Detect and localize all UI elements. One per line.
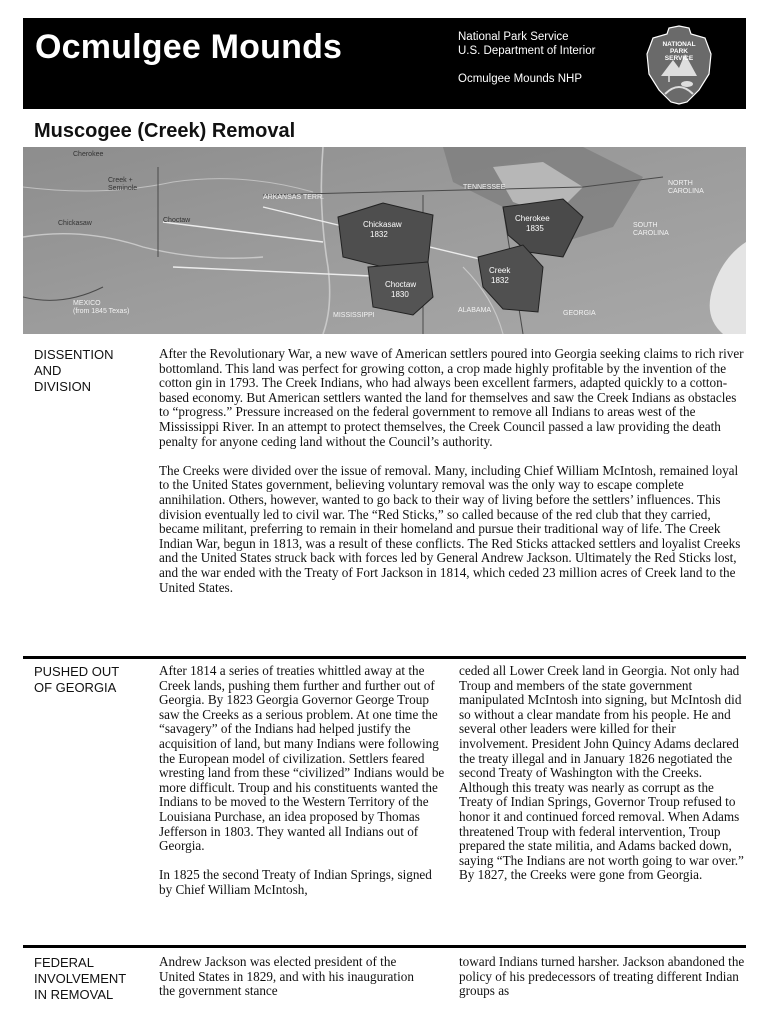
map-label-mississippi: MISSISSIPPI — [333, 312, 375, 319]
section-divider — [23, 656, 746, 659]
logo-text-1: NATIONAL — [662, 41, 696, 48]
section-body-pushed-out-col2 — [459, 664, 746, 898]
paragraph: ceded all Lower Creek land in Georgia. Not only had Troup and members of the state government manipulated McIntosh into signing, but McIntosh did so without a clear mandate from his people. He and several other leaders were killed for their involvement. President John Quincy Adams declared the treaty illegal and in January 1826 negotiated the second Treaty of Washington with the Creeks. Although this treaty was nearly as corrupt as the Treaty of Indian Springs, Governor Troup refused to honor it and continued forced removal. When Adams threatened Troup with federal intervention, Troup prepared the state militia, and Adams backed down, saying “The Indians are not worth going to war over.” By 1827, the Creeks were gone from Georgia. — [459, 663, 744, 883]
nation-label-chickasaw: Chickasaw — [363, 220, 402, 229]
logo-text-2: PARK — [670, 48, 688, 55]
agency-block — [458, 30, 595, 86]
map-label-north-carolina: NORTH CAROLINA — [668, 180, 704, 195]
removal-map — [23, 147, 746, 334]
paragraph: In 1825 the second Treaty of Indian Springs, signed by Chief William McIntosh, — [159, 867, 432, 897]
header-band — [23, 18, 746, 109]
section-heading-pushed-out: PUSHED OUT OF GEORGIA — [34, 664, 120, 695]
map-label-cherokee-nw: Cherokee — [73, 151, 104, 158]
nation-label-choctaw: Choctaw — [385, 280, 417, 289]
paragraph: Andrew Jackson was elected president of the United States in 1829, and with his inauguration the government stance — [159, 954, 414, 999]
map-label-choctaw-west: Choctaw — [163, 217, 191, 224]
nation-year-creek: 1832 — [491, 276, 509, 285]
section-divider — [23, 945, 746, 948]
map-label-alabama: ALABAMA — [458, 307, 492, 314]
nation-year-choctaw: 1830 — [391, 290, 409, 299]
page-title: Muscogee (Creek) Removal — [34, 120, 296, 142]
section-heading-federal: FEDERAL INVOLVEMENT IN REMOVAL — [34, 955, 127, 1002]
map-label-chickasaw-west: Chickasaw — [58, 220, 92, 227]
logo-text-3: SERVICE — [664, 55, 694, 62]
paragraph: The Creeks were divided over the issue of removal. Many, including Chief William McIntosh, remained loyal to the United States government, believing voluntary removal was the only way to escape complete annihilation. Others, however, wanted to go back to their way of living before the settlers’ influences. This division eventually led to civil war. The “Red Sticks,” so called because of the red club that they carried, became militant, preferring to remain in their homeland and pursue their traditional way of life. The Creek Indian War, begun in 1813, was a result of these conflicts. The Red Sticks attacked settlers and loyalist Creeks and the United States struck back with forces led by General Andrew Jackson. Ultimately the Red Sticks lost, and the war ended with the Treaty of Fort Jackson in 1814, which ceded 23 million acres of Creek land to the United States. — [159, 462, 741, 595]
paragraph: After 1814 a series of treaties whittled away at the Creek lands, pushing them further and further out of Georgia. By 1823 Georgia Governor George Troup saw the Creeks as a serious problem. At one time the “savagery” of the Indians had helped justify the acquisition of land, but many Indians were following the European model of civilization. Settlers feared wresting land from these “civilized” Indians would be more difficult. Troup and his constituents wanted the Indians to be moved to the Western Territory of the Louisiana Purchase, an idea proposed by Thomas Jefferson in 1803. They wanted all Indians out of Georgia. — [159, 663, 445, 854]
map-label-georgia: GEORGIA — [563, 310, 596, 317]
map-label-mexico: MEXICO (from 1845 Texas) — [73, 300, 130, 315]
nation-year-chickasaw: 1832 — [370, 230, 388, 239]
nps-arrowhead-logo — [639, 24, 719, 106]
section-body-federal-col2 — [459, 955, 746, 1013]
park-unit-name: Ocmulgee Mounds NHP — [458, 73, 582, 85]
section-body-pushed-out-col1 — [159, 664, 447, 912]
map-label-creek-seminole: Creek + Seminole — [108, 177, 138, 192]
nation-year-cherokee: 1835 — [526, 224, 544, 233]
department-name: U.S. Department of Interior — [458, 45, 596, 57]
nation-label-creek: Creek — [489, 266, 511, 275]
agency-name: National Park Service — [458, 31, 569, 43]
map-label-south-carolina: SOUTH CAROLINA — [633, 222, 669, 237]
site-title: Ocmulgee Mounds — [35, 28, 343, 66]
map-label-tennessee: TENNESSEE — [463, 184, 506, 191]
section-body-federal-col1 — [159, 955, 429, 1013]
paragraph: toward Indians turned harsher. Jackson abandoned the policy of his predecessors of treating different Indian groups as — [459, 954, 745, 999]
section-body-dissention — [159, 347, 746, 610]
section-heading-dissention: DISSENTION AND DIVISION — [34, 347, 114, 394]
nation-label-cherokee: Cherokee — [515, 214, 550, 223]
map-label-arkansas: ARKANSAS TERR. — [263, 194, 324, 201]
paragraph: After the Revolutionary War, a new wave of American settlers poured into Georgia seeking claims to rich river bottomland. This land was perfect for growing cotton, a crop made highly profitable by the invention of the cotton gin in 1793. The Creek Indians, who had always been excellent farmers, adapted quickly to a cotton-based economy. But American settlers wanted the land for themselves and saw the Creek Indians as obstacles to “progress.” Pressure increased on the federal government to remove all Indians to areas west of the Mississippi River. In an attempt to protect themselves, the Creek Council passed a law providing the death penalty for anyone ceding land without the Council’s authority. — [159, 346, 744, 449]
